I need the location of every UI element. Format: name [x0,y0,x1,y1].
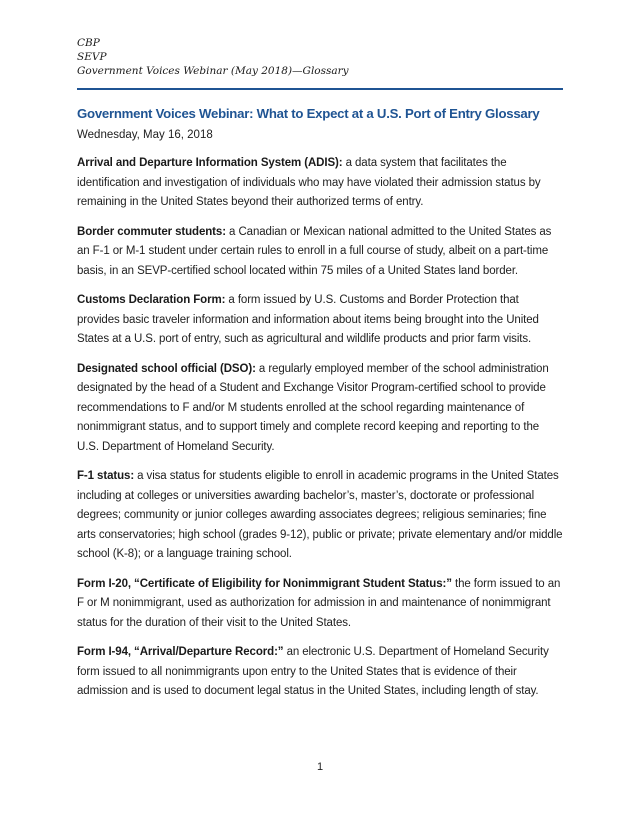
glossary-entry-form-i94 [77,643,563,702]
glossary-entry-dso [77,360,563,458]
glossary-definition: an electronic U.S. Department of Homeland Security form issued to all nonimmigrants upon entry to the United States that is evidence of their admission and is used to document legal status in the United States, including length of stay. [77,646,549,697]
header-divider-rule [77,88,563,90]
glossary-definition: a form issued by U.S. Customs and Border Protection that provides basic traveler information and information about items being brought into the United States at a U.S. port of entry, such as agricultural and wildlife products and prior farm visits. [77,294,539,345]
glossary-definition: a regularly employed member of the school administration designated by the head of a Student and Exchange Visitor Program-certified school to provide recommendations to F and/or M students enrolled at the school regarding maintenance of nonimmigrant status, and to support timely and complete record keeping and reporting to the U.S. Department of Homeland Security. [77,362,549,453]
glossary-term: Form I-20, “Certificate of Eligibility for Nonimmigrant Student Status:” [77,577,452,590]
glossary-definition: a Canadian or Mexican national admitted to the United States as an F-1 or M-1 student under certain rules to enroll in a full course of study, albeit on a part-time basis, in an SEVP-certified school located within 75 miles of a United States land border. [77,225,552,277]
header-line-cbp: CBP [77,37,100,49]
glossary-term: Border commuter students: [77,225,226,238]
glossary-term: Designated school official (DSO): [77,362,256,375]
glossary-entry-customs-declaration-form [77,291,563,350]
glossary-entry-border-commuter-students [77,223,563,282]
glossary-term: Customs Declaration Form: [77,294,226,306]
glossary-definition: the form issued to an F or M nonimmigrant, used as authorization for admission in and maintenance of nonimmigrant status for the duration of their visit to the United States. [77,577,561,629]
header-line-webinar-glossary: Government Voices Webinar (May 2018)—Glossary [77,65,349,77]
glossary-entry-form-i20 [77,575,563,634]
date-line: Wednesday, May 16, 2018 [77,129,213,141]
glossary-entry-f1-status [77,467,563,565]
glossary-entry-adis [77,154,563,213]
header-line-sevp: SEVP [77,51,107,63]
glossary-term: Form I-94, “Arrival/Departure Record:” [77,646,284,658]
glossary-definition: a visa status for students eligible to enroll in academic programs in the United States including at colleges or universities awarding bachelor’s, master’s, doctorate or professional degrees; community or junior colleges awarding associates degrees; religious seminaries; fine arts conservatories; high school (grades 9-12), public or private; private elementary and/or middle school (K-8); or a language training school. [77,470,563,560]
glossary-definition: a data system that facilitates the identification and investigation of individuals who may have violated their admission status by remaining in the United States beyond their authorized terms of entry. [77,157,541,208]
document-header [77,36,563,78]
glossary-term: F-1 status: [77,470,135,482]
page-title: Government Voices Webinar: What to Expect at a U.S. Port of Entry Glossary [77,106,540,121]
glossary-term: Arrival and Departure Information System (ADIS): [77,157,343,169]
page-number: 1 [316,761,324,773]
